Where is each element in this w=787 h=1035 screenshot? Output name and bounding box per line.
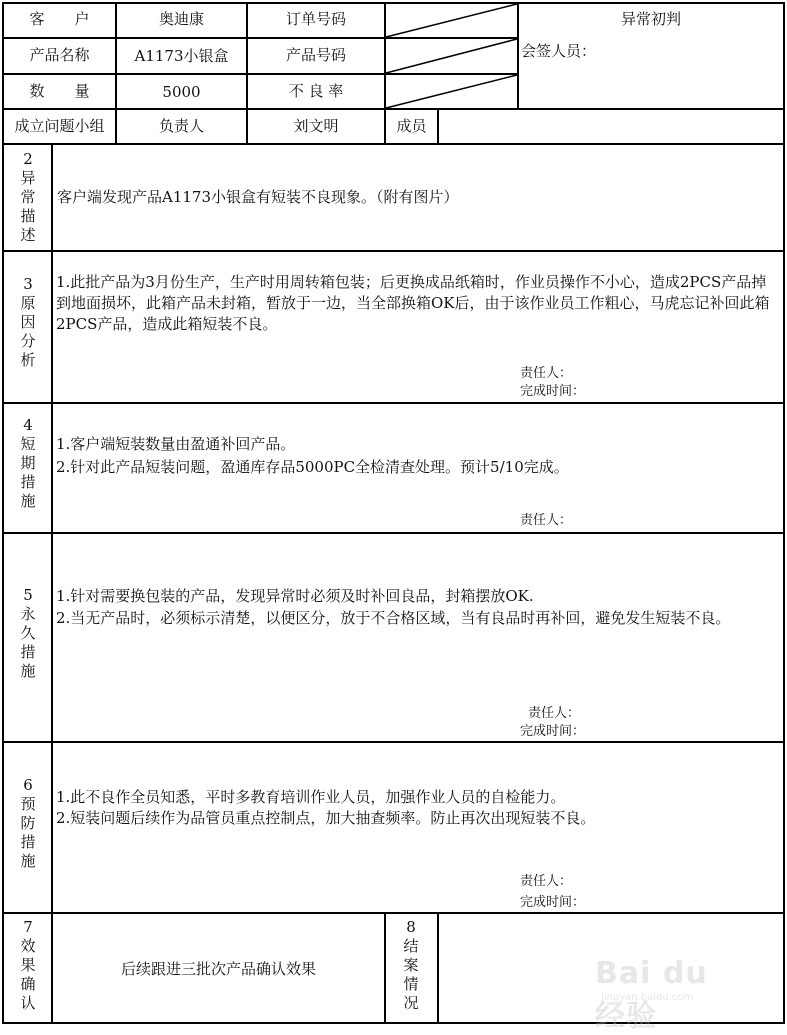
permanent-responsible-label: 责任人： (528, 706, 581, 721)
watermark-brand: Bai du 经验 (595, 956, 708, 1034)
leader-label: 负责人 (158, 117, 204, 135)
anomaly-judgement-label: 异常初判 (620, 10, 681, 28)
short-term-section-label: 4 短 期 措 施 (20, 416, 36, 510)
problem-team-label: 成立问题小组 (14, 117, 105, 135)
permanent-section-label: 5 永 久 措 施 (20, 586, 36, 680)
cause-responsible-label: 责任人： (520, 366, 573, 381)
cause-text: 1.此批产品为3月份生产，生产时用周转箱包装；后更换成品纸箱时，作业员操作不小心，造成2PCS产品掉到地面损坏，此箱产品未封箱，暂放于一边，当全部换箱OK后，由于该作业员工作粗心，马虎忘记补回此箱2PCS产品，造成此箱短装不良。 (56, 273, 770, 333)
baidu-watermark (591, 950, 741, 1034)
countersign-label: 会签人员： (521, 42, 597, 60)
quantity-label: 数 量 (29, 82, 90, 100)
prevention-finish-time-label: 完成时间： (520, 895, 586, 910)
customer-label: 客 户 (29, 10, 90, 28)
prevention-line-1: 1.此不良作全员知悉，平时多教育培训作业人员，加强作业人员的自检能力。 (56, 788, 566, 806)
short-term-responsible-label: 责任人： (520, 513, 573, 528)
closure-section-label: 8 结 案 情 况 (403, 918, 419, 1012)
permanent-line-2: 2.当无产品时，必须标示清楚，以便区分，放于不合格区域，当有良品时再补回，避免发生短装不良。 (56, 609, 731, 627)
watermark-url: jingyan.baidu.com (601, 992, 694, 1003)
product-no-label: 产品号码 (285, 46, 346, 64)
prevention-responsible-label: 责任人： (520, 874, 573, 889)
prevention-line-2: 2.短装问题后续作为品管员重点控制点，加大抽查频率。防止再次出现短装不良。 (56, 809, 596, 827)
effect-text: 后续跟进三批次产品确认效果 (120, 960, 316, 978)
product-name-label: 产品名称 (29, 46, 90, 64)
prevention-section-label: 6 预 防 措 施 (20, 776, 36, 870)
short-term-line-1: 1.客户端短装数量由盈通补回产品。 (56, 435, 296, 453)
cause-section-label: 3 原 因 分 析 (20, 275, 36, 369)
leader-value: 刘文明 (293, 117, 339, 135)
description-text: 客户端发现产品A1173小银盒有短装不良现象。（附有图片） (57, 188, 459, 206)
quantity-value: 5000 (162, 83, 201, 101)
cause-finish-time-label: 完成时间： (520, 384, 586, 399)
order-no-label: 订单号码 (285, 10, 346, 28)
description-section-label: 2 异 常 描 述 (20, 150, 36, 244)
customer-value: 奥迪康 (158, 10, 204, 28)
product-name-value: A1173小银盒 (134, 47, 229, 65)
defect-rate-label: 不 良 率 (288, 82, 344, 100)
member-label: 成员 (396, 117, 427, 135)
short-term-line-2: 2.针对此产品短装问题，盈通库存品5000PC全检清查处理。预计5/10完成。 (56, 458, 569, 476)
permanent-line-1: 1.针对需要换包装的产品，发现异常时必须及时补回良品，封箱摆放OK. (56, 587, 534, 605)
effect-section-label: 7 效 果 确 认 (20, 918, 36, 1012)
permanent-finish-time-label: 完成时间： (520, 724, 586, 739)
